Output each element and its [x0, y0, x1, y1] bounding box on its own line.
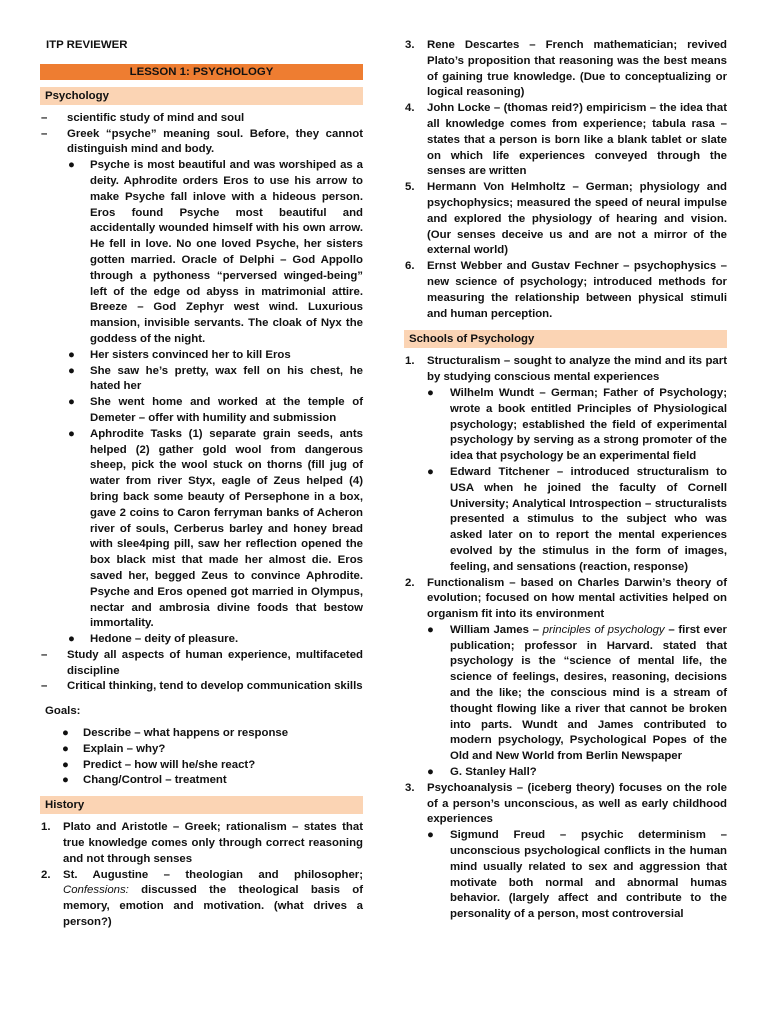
dash-marker: –	[41, 111, 48, 124]
history-text: Plato and Aristotle – Greek; rationalism – states that true knowledge comes only through correct reasoning and not through senses	[63, 821, 363, 865]
school-item	[404, 354, 727, 575]
school-text: Functionalism – based on Charles Darwin’s theory of evolution; focused on how mental activities helped on organism fit into its environment	[427, 576, 727, 621]
list-item-text: Study all aspects of human experience, multifaceted discipline	[67, 648, 363, 677]
history-item	[404, 259, 727, 322]
bullet-icon: ●	[68, 396, 75, 409]
psyche-myth-bullets	[40, 158, 363, 648]
list-item-text: scientific study of mind and soul	[67, 111, 245, 124]
bullet-text: Aphrodite Tasks (1) separate grain seeds, ants helped (2) gather gold wool from dangerous sheep, pick the wool stuck on thorns (fill jug of water from river Styx, eagle of Zeus helped (4) bring back some beauty of Persephone in a box, gave 2 coins to Caron ferryman banks of Acheron river of souls, Cerberus barley and honey bread with slee4ping pill, saw her reflection opened the box black mist that made her almost die. Eros saved her, begged Zeus to convince Aphrodite. Psyche and Eros opened got married in Olympus, nectar and ambrosia divine foods that bestow immortality.	[90, 427, 363, 630]
lesson-heading-bar: LESSON 1: PSYCHOLOGY	[40, 64, 363, 80]
list-item	[40, 111, 363, 127]
bullet-item	[40, 364, 363, 396]
bullet-text: William James –	[450, 623, 543, 636]
bullet-icon: ●	[68, 364, 75, 377]
goals-label: Goals:	[45, 705, 81, 718]
bullet-item	[404, 828, 727, 923]
bullet-item	[404, 623, 727, 765]
bullet-item	[40, 158, 363, 348]
history-text: Ernst Webber and Gustav Fechner – psychophysics – new science of psychology; introduced methods for measuring the relationship between physical stimuli and human perception.	[427, 260, 727, 320]
item-number: 4.	[405, 102, 415, 115]
goal-text: Explain – why?	[83, 742, 166, 755]
bullet-item	[40, 427, 363, 632]
history-item	[40, 868, 363, 931]
bullet-item	[40, 632, 363, 648]
left-column	[40, 38, 363, 931]
bullet-text: Psyche is most beautiful and was worshiped as a deity. Aphrodite orders Eros to use his arrow to make Psyche fall inlove with a hideous person. Eros found Psyche most beautiful and accidentally wounded himself with his own arrow. He fell in love. No one loved Psyche, her sisters gotten married. Oracle of Delphi – God Appollo through a pythoness “perversed winged-being” left of the edge od abyss in matrimonial attire. Breeze – God Zephyr west wind. Luxurious mansion, invisible servants. The cloak of Nyx the goddess of the night.	[90, 159, 363, 345]
psychology-list-continued	[40, 648, 363, 695]
history-text: John Locke – (thomas reid?) empiricism – the idea that all knowledge comes from experience; tabula rasa – states that a person is born like a blank tablet or slate on which life experiences conveyed through the senses are written	[427, 102, 727, 178]
bullet-icon: ●	[62, 758, 69, 771]
bullet-text: Her sisters convinced her to kill Eros	[90, 348, 291, 361]
goals-list	[40, 726, 363, 789]
goal-item	[40, 742, 363, 758]
document-title: ITP REVIEWER	[46, 39, 128, 51]
bullet-item	[404, 765, 727, 781]
goal-item	[40, 773, 363, 789]
school-sub-bullets	[404, 623, 727, 781]
section-heading-history: History	[40, 796, 363, 814]
bullet-text: She saw he’s pretty, wax fell on his chest, he hated her	[90, 364, 363, 393]
bullet-item	[404, 386, 727, 465]
item-number: 6.	[405, 260, 415, 273]
bullet-text: G. Stanley Hall?	[450, 766, 537, 779]
bullet-item	[40, 395, 363, 427]
bullet-text: – first ever publication; professor in Harvard. stated that psychology is the “science of mental life, the science of feelings, desires, reasoning, decisions and the like; the conscious mind is a stream of thought flowing like a river that cannot be broken into parts. Wundt and James contributed to modern psychology, Psychological Popes of the Old and New World from Berlin Newspaper	[450, 623, 727, 763]
bullet-text: She went home and worked at the temple of Demeter – offer with humility and submission	[90, 396, 363, 424]
history-item	[404, 38, 727, 101]
right-column	[404, 38, 727, 923]
school-text: Structuralism – sought to analyze the mind and its part by studying conscious mental experiences	[427, 355, 727, 384]
goal-item	[40, 726, 363, 742]
school-text: Psychoanalysis – (iceberg theory) focuses on the role of a person’s unconscious, as well as early childhood experiences	[427, 781, 727, 826]
bullet-item	[40, 348, 363, 364]
dash-marker: –	[41, 680, 48, 693]
bullet-icon: ●	[68, 348, 75, 361]
item-number: 1.	[405, 355, 415, 368]
item-number: 2.	[41, 868, 51, 881]
school-item	[404, 576, 727, 781]
history-text: discussed the theological basis of memory, emotion and motivation. (what drives a person?)	[63, 884, 363, 929]
bullet-icon: ●	[427, 465, 434, 478]
bullet-icon: ●	[427, 623, 434, 636]
bullet-icon: ●	[68, 427, 75, 440]
bullet-icon: ●	[68, 159, 75, 172]
italic-title: principles of psychology	[542, 623, 665, 636]
item-number: 5.	[405, 181, 415, 194]
goal-text: Chang/Control – treatment	[83, 774, 227, 787]
history-text: St. Augustine – theologian and philosopher;	[63, 868, 363, 881]
bullet-icon: ●	[427, 766, 434, 779]
bullet-icon: ●	[62, 742, 69, 755]
school-sub-bullets	[404, 828, 727, 923]
item-number: 3.	[405, 39, 415, 51]
dash-marker: –	[41, 127, 48, 140]
schools-list	[404, 354, 727, 923]
dash-marker: –	[41, 648, 48, 661]
psychology-list	[40, 111, 363, 158]
list-item-text: Critical thinking, tend to develop communication skills	[67, 680, 363, 693]
bullet-text: Sigmund Freud – psychic determinism – unconscious psychological conflicts in the human mind usually related to sex and aggression that motivate both normal and abnormal humas behavior. (largely affect and contribute to the personality of a person, most controversial	[450, 829, 727, 921]
history-list	[40, 820, 363, 931]
goal-text: Describe – what happens or response	[83, 727, 289, 740]
bullet-text: Hedone – deity of pleasure.	[90, 633, 239, 646]
history-item	[404, 180, 727, 259]
list-item	[40, 648, 363, 680]
goal-item	[40, 758, 363, 774]
history-text: Hermann Von Helmholtz – German; physiology and psychophysics; measured the speed of neural impulse and explored the physiology of hearing and vision. (Our senses deceive us and are not a mirror of the external world)	[427, 181, 727, 257]
school-item	[404, 781, 727, 923]
item-number: 2.	[405, 576, 415, 589]
bullet-text: Edward Titchener – introduced structuralism to USA when he joined the faculty of Cornell University; Analytical Introspection – structuralists presented a stimulus to the subject who was asked later on to report the mental experiences evolved by the stimulus in the form of images, feeling, and sensations (reaction, response)	[450, 465, 727, 573]
section-heading-schools: Schools of Psychology	[404, 330, 727, 348]
list-item	[40, 127, 363, 159]
item-number: 1.	[41, 821, 51, 834]
bullet-text: Wilhelm Wundt – German; Father of Psychology; wrote a book entitled Principles of Physiological psychology; established the field of experimental psychology by serving as a strong promoter of the idea that psychology be an experimental field	[450, 386, 727, 463]
bullet-icon: ●	[68, 633, 75, 646]
bullet-icon: ●	[427, 386, 434, 399]
history-item	[404, 101, 727, 180]
bullet-icon: ●	[62, 727, 69, 740]
history-list-continued	[404, 38, 727, 322]
bullet-item	[404, 465, 727, 576]
bullet-icon: ●	[427, 829, 434, 842]
goal-text: Predict – how will he/she react?	[83, 758, 256, 771]
bullet-icon: ●	[62, 774, 69, 787]
item-number: 3.	[405, 781, 415, 794]
list-item	[40, 679, 363, 695]
list-item-text: Greek “psyche” meaning soul. Before, they cannot distinguish mind and body.	[67, 127, 363, 156]
history-item	[40, 820, 363, 867]
section-heading-psychology: Psychology	[40, 87, 363, 105]
history-text: Rene Descartes – French mathematician; revived Plato’s proposition that reasoning was the best means of gaining true knowledge. (Due to conceptualizing or logical reasoning)	[427, 39, 727, 99]
school-sub-bullets	[404, 386, 727, 576]
italic-title: Confessions:	[63, 884, 129, 897]
